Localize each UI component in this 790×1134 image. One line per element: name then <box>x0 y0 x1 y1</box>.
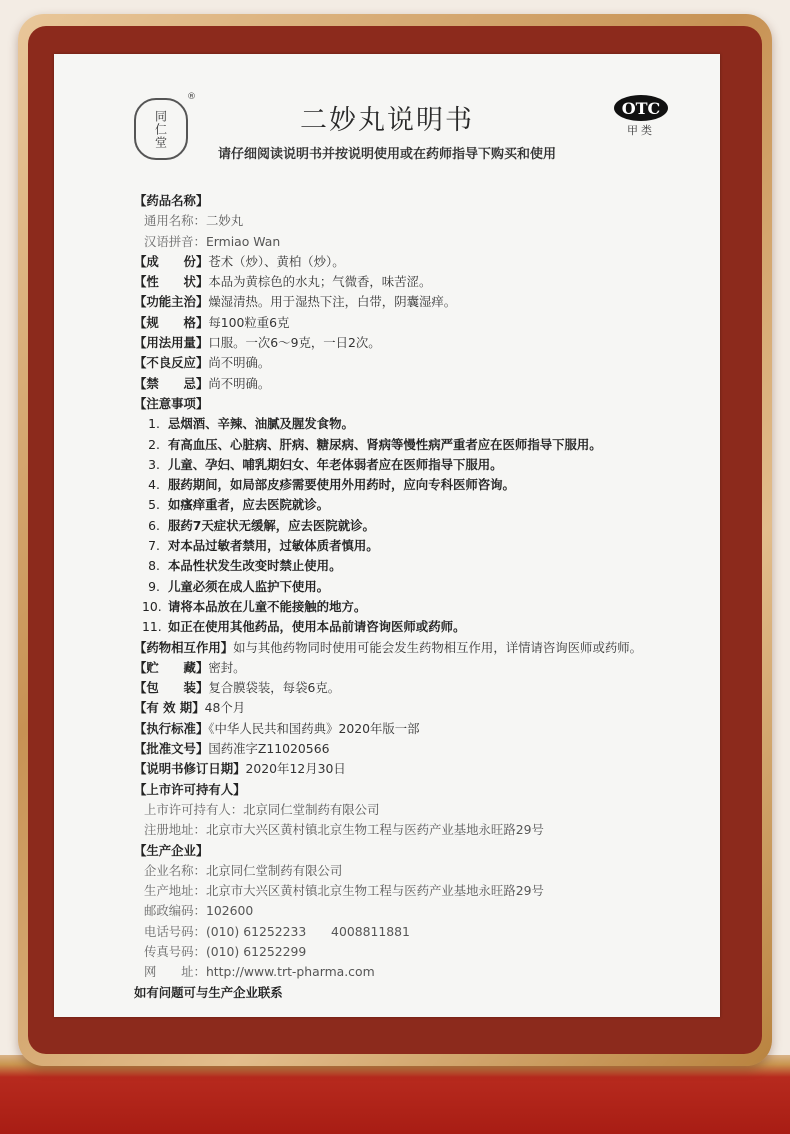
precaution-item <box>134 495 714 515</box>
precaution-number: 1. <box>148 416 160 432</box>
common-name-row: 通用名称：二妙丸 <box>144 213 244 229</box>
precaution-number: 5. <box>148 497 160 513</box>
approval-row: 【批准文号】国药准字Z11020566 <box>134 741 330 757</box>
precaution-number: 6. <box>148 517 160 533</box>
pinyin-row: 汉语拼音：Ermiao Wan <box>144 233 281 249</box>
precaution-number: 3. <box>148 456 160 472</box>
precaution-text: 忌烟酒、辛辣、油腻及腥发食物。 <box>168 416 354 432</box>
precaution-text: 服药7天症状无缓解，应去医院就诊。 <box>168 517 375 533</box>
precaution-item <box>134 435 714 455</box>
registered-mark: ® <box>187 92 196 102</box>
precaution-text: 儿童、孕妇、哺乳期妇女、年老体弱者应在医师指导下服用。 <box>168 456 503 472</box>
precaution-text: 服药期间，如局部皮疹需要使用外用药时，应向专科医师咨询。 <box>168 477 515 493</box>
phone-row: 电话号码：(010) 61252233 4008811881 <box>144 923 410 939</box>
manufacturer-name-row: 企业名称：北京同仁堂制药有限公司 <box>144 862 343 878</box>
precaution-text: 本品性状发生改变时禁止使用。 <box>168 558 342 574</box>
precaution-number: 9. <box>148 578 160 594</box>
precaution-item <box>134 455 714 475</box>
storage-row: 【贮 藏】密封。 <box>134 659 246 675</box>
appearance-row: 【性 状】本品为黄棕色的水丸；气微香，味苦涩。 <box>134 274 432 290</box>
contraindication-row: 【禁 忌】尚不明确。 <box>134 375 271 391</box>
precaution-text: 儿童必须在成人监护下使用。 <box>168 578 330 594</box>
precautions-heading: 【注意事项】 <box>134 395 209 411</box>
precaution-number: 8. <box>148 558 160 574</box>
holder-heading: 【上市许可持有人】 <box>134 781 246 797</box>
precaution-item <box>134 556 714 576</box>
precaution-text: 如正在使用其他药品，使用本品前请咨询医师或药师。 <box>168 619 466 635</box>
usage-notice: 请仔细阅读说明书并按说明使用或在药师指导下购买和使用 <box>217 147 556 162</box>
precaution-text: 对本品过敏者禁用，过敏体质者慎用。 <box>168 538 379 554</box>
standard-row: 【执行标准】《中华人民共和国药典》2020年版一部 <box>134 720 420 736</box>
precaution-item <box>134 536 714 556</box>
otc-class-label: 甲类 <box>627 124 655 137</box>
precaution-text: 有高血压、心脏病、肝病、糖尿病、肾病等慢性病严重者应在医师指导下服用。 <box>168 436 602 452</box>
precaution-item <box>134 617 714 637</box>
background-bottom-band <box>0 1055 790 1134</box>
brand-logo: 同仁堂 <box>134 98 188 160</box>
interaction-row: 【药物相互作用】如与其他药物同时使用可能会发生药物相互作用，详情请咨询医师或药师。 <box>134 639 643 655</box>
revision-row: 【说明书修订日期】2020年12月30日 <box>134 761 346 777</box>
precaution-item <box>134 475 714 495</box>
website-row: 网 址：http://www.trt-pharma.com <box>144 964 375 980</box>
precaution-item <box>134 577 714 597</box>
validity-row: 【有 效 期】48个月 <box>134 700 246 716</box>
adverse-row: 【不良反应】尚不明确。 <box>134 355 271 371</box>
indication-row: 【功能主治】燥湿清热。用于湿热下注，白带，阴囊湿痒。 <box>134 294 457 310</box>
leaflet-body <box>134 191 714 1003</box>
dosage-row: 【用法用量】口服。一次6～9克，一日2次。 <box>134 335 381 351</box>
precaution-number: 4. <box>148 477 160 493</box>
leaflet-paper <box>54 54 720 1017</box>
holder-name-row: 上市许可持有人：北京同仁堂制药有限公司 <box>144 801 380 817</box>
precaution-number: 7. <box>148 538 160 554</box>
precaution-text: 如瘙痒重者，应去医院就诊。 <box>168 497 330 513</box>
zip-row: 邮政编码：102600 <box>144 903 254 919</box>
precautions-list <box>134 414 714 637</box>
manufacturer-heading: 【生产企业】 <box>134 842 209 858</box>
fax-row: 传真号码：(010) 61252299 <box>144 943 307 959</box>
document-title: 二妙丸说明书 <box>300 105 474 136</box>
specification-row: 【规 格】每100粒重6克 <box>134 314 290 330</box>
drug-name-heading: 【药品名称】 <box>134 193 209 208</box>
holder-address-row: 注册地址：北京市大兴区黄村镇北京生物工程与医药产业基地永旺路29号 <box>144 822 544 838</box>
precaution-number: 11. <box>142 619 162 635</box>
precaution-number: 10. <box>142 598 162 614</box>
precaution-item <box>134 414 714 434</box>
contact-note: 如有问题可与生产企业联系 <box>134 984 283 1000</box>
ingredients-row: 【成 份】苍术（炒）、黄柏（炒）。 <box>134 253 345 269</box>
precaution-item <box>134 516 714 536</box>
precaution-text: 请将本品放在儿童不能接触的地方。 <box>168 598 367 614</box>
otc-badge: OTC <box>614 95 668 121</box>
package-row: 【包 装】复合膜袋装，每袋6克。 <box>134 680 341 696</box>
precaution-item <box>134 597 714 617</box>
precaution-number: 2. <box>148 436 160 452</box>
manufacturer-address-row: 生产地址：北京市大兴区黄村镇北京生物工程与医药产业基地永旺路29号 <box>144 883 544 899</box>
